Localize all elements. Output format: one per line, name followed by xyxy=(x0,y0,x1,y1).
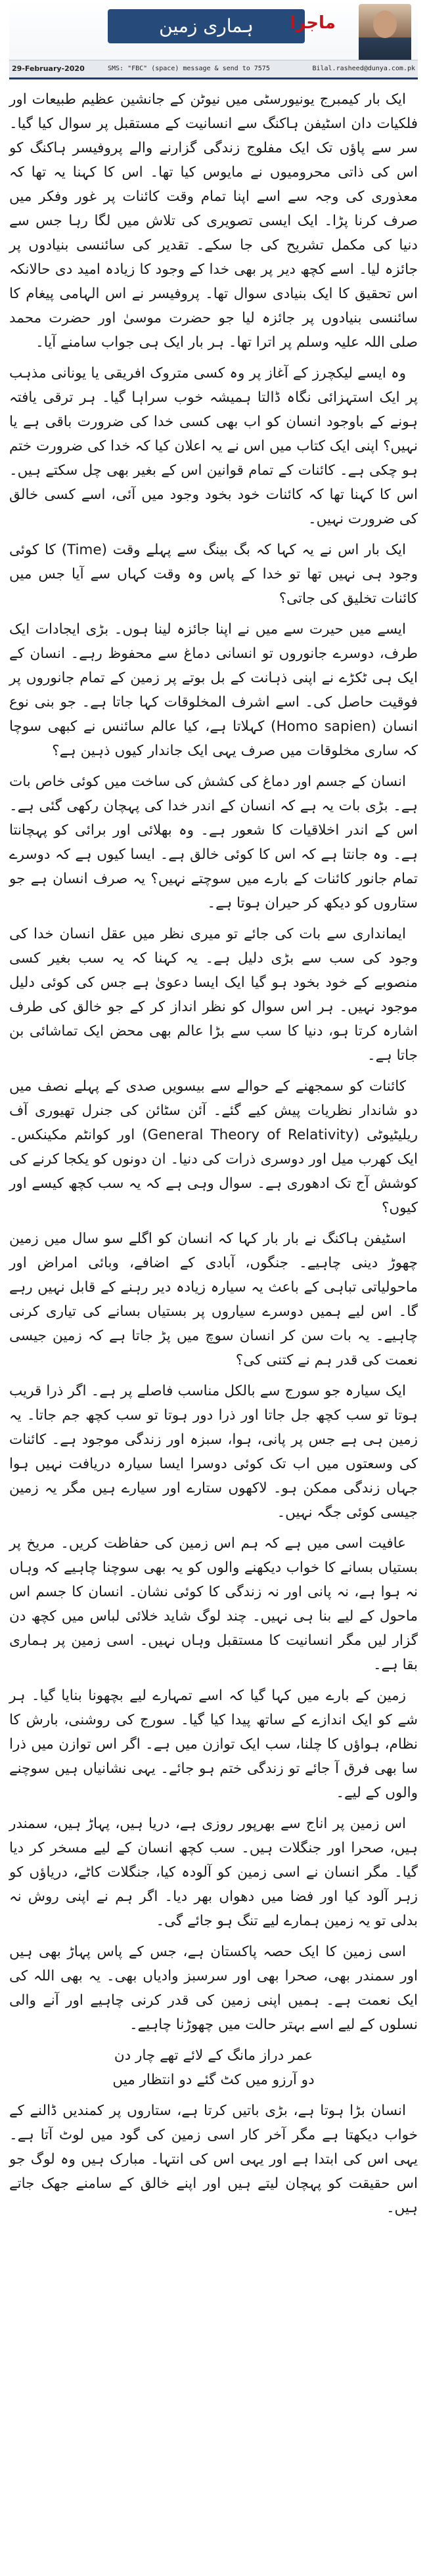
article-body xyxy=(9,79,418,2220)
author-photo-icon xyxy=(359,4,411,64)
column-title: ہماری زمین xyxy=(108,9,305,43)
article-paragraph: انسان بڑا ہوتا ہے، بڑی باتیں کرتا ہے، ستاروں پر کمندیں ڈالنے کے خواب دیکھتا ہے مگر آخر کار اسی زمین کی گود میں لوٹ آتا ہے۔ یہی اس کی ابتدا ہے اور یہی اس کی انتہا۔ مبارک ہیں وہ لوگ جو اس حقیقت کو پہچان لیتے ہیں اور اپنے خالق کے سامنے جھک جاتے ہیں۔ xyxy=(9,2103,418,2216)
article-paragraph: ایمانداری سے بات کی جائے تو میری نظر میں عقل انسان خدا کی وجود کی سب سے بڑی دلیل ہے۔ یہ کہنا کہ یہ سب بغیر کسی منصوبے کے خود بخود ہو گیا ایک ایسا دعویٰ ہے جس کی کوئی دلیل موجود نہیں۔ ہر اس سوال کو نظر انداز کر کے جو خالق کی طرف اشارہ کرتا ہو، دنیا کا سب سے بڑا عالم بھی محض ایک تماشائی بن جاتا ہے۔ xyxy=(9,926,418,1064)
article-paragraph: انسان کے جسم اور دماغ کی کشش کی ساخت میں کوئی خاص بات ہے۔ بڑی بات یہ ہے کہ انسان کے اندر خدا کی پہچان رکھی گئی ہے۔ اس کے اندر اخلاقیات کا شعور ہے۔ وہ بھلائی اور برائی کو پہچانتا ہے۔ وہ جانتا ہے کہ اس کا کوئی خالق ہے۔ ایسا کیوں ہے کہ دوسرے تمام جانور کائنات کے بارے میں سوچتے نہیں؟ یہ صرف انسان ہے جو ستاروں کو دیکھ کر حیران ہوتا ہے۔ xyxy=(9,774,418,911)
article-paragraph: وہ ایسے لیکچرز کے آغاز پر وہ کسی متروک افریقی یا یونانی مذہب پر ایک استہزائی نگاہ ڈالتا ہمیشہ خوب سراہا گیا۔ ہر ترقی یافتہ ہونے کے باوجود انسان کو اب بھی کسی خدا کی ضرورت باقی ہے یا نہیں؟ اپنی ایک کتاب میں اس نے یہ اعلان کیا کہ خدا کی ضرورت ختم ہو چکی ہے۔ کائنات کے تمام قوانین اس کے بغیر بھی چل سکتے ہیں۔ اس کا کہنا تھا کہ کائنات خود بخود وجود میں آئی، اسے کسی خالق کی ضرورت نہیں۔ xyxy=(9,365,418,527)
article-paragraph: اسٹیفن ہاکنگ نے بار بار کہا کہ انسان کو اگلے سو سال میں زمین چھوڑ دینی چاہیے۔ جنگوں، آبادی کے اضافے، وبائی امراض اور ماحولیاتی تباہی کے باعث یہ سیارہ زیادہ دیر رہنے کے قابل نہیں رہے گا۔ اس لیے ہمیں دوسرے سیاروں پر بستیاں بسانے کی تیاری کرنی چاہیے۔ یہ بات سن کر انسان سوچ میں پڑ جاتا ہے کہ زمین جیسی نعمت کی قدر ہم نے کتنی کی؟ xyxy=(9,1231,418,1368)
article-paragraph: ایک سیارہ جو سورج سے بالکل مناسب فاصلے پر ہے۔ اگر ذرا قریب ہوتا تو سب کچھ جل جاتا اور ذرا دور ہوتا تو سب کچھ جم جاتا۔ یہ زمین ہی ہے جس پر پانی، ہوا، سبزہ اور زندگی موجود ہے۔ کائنات کی وسعتوں میں اب تک کوئی دوسرا ایسا سیارہ دریافت نہیں ہوا جہاں زندگی ممکن ہو۔ لاکھوں ستارے اور سیارے ہیں مگر یہ زمین جیسی کوئی جگہ نہیں۔ xyxy=(9,1383,418,1521)
author-name: ماجرا xyxy=(290,13,336,33)
article-paragraph: ایسے میں حیرت سے میں نے اپنا جائزہ لینا ہوں۔ بڑی ایجادات ایک طرف، دوسرے جانوروں تو انسانی دماغ سے محفوظ رہے۔ انسان کے ایک ہی ٹکڑے نے اپنی ذہانت کے بل بوتے پر زمین کے تمام جانوروں پر فوقیت حاصل کی۔ اسے اشرف المخلوقات کہا جاتا ہے۔ جو بنی نوع انسان (Homo sapien) کہلاتا ہے، کیا عالم سائنس نے کبھی سوچا کہ ساری مخلوقات میں صرف یہی ایک جاندار کیوں ذہین ہے؟ xyxy=(9,621,418,759)
publish-date: 29-February-2020 xyxy=(12,64,85,73)
article-paragraph: ایک بار اس نے یہ کہا کہ بگ بینگ سے پہلے وقت (Time) کا کوئی وجود ہی نہیں تھا تو خدا کے پاس وہ وقت کہاں سے آیا جس میں کائنات تخلیق کی جاتی؟ xyxy=(9,542,418,607)
article-paragraph: زمین کے بارے میں کہا گیا کہ اسے تمہارے لیے بچھونا بنایا گیا۔ ہر شے کو ایک اندازے کے ساتھ پیدا کیا گیا۔ سورج کی روشنی، بارش کا نظام، ہواؤں کا چلنا، سب ایک توازن میں ہے۔ اگر اس توازن میں ذرا سا بھی فرق آ جائے تو زندگی ختم ہو جائے۔ یہی نشانیاں ہیں سوچنے والوں کے لیے۔ xyxy=(9,1688,418,1801)
article-paragraph: کائنات کو سمجھنے کے حوالے سے بیسویں صدی کے پہلے نصف میں دو شاندار نظریات پیش کیے گئے۔ آئن سٹائن کی جنرل تھیوری آف ریلیٹیوٹی (General Theory of Relativity) اور کوانٹم مکینکس۔ ایک کھرب میل اور دوسری ذرات کی دنیا۔ ان دونوں کو یکجا کرنے کی کوشش آج تک ادھوری ہے۔ سوال وہی ہے کہ یہ سب کچھ کیسے اور کیوں؟ xyxy=(9,1078,418,1216)
date-strip xyxy=(9,60,418,77)
author-email[interactable]: Bilal.rasheed@dunya.com.pk xyxy=(312,65,415,72)
column-header xyxy=(9,0,418,79)
article-paragraph: عافیت اسی میں ہے کہ ہم اس زمین کی حفاظت کریں۔ مریخ پر بستیاں بسانے کا خواب دیکھنے والوں کو یہ بھی سوچنا چاہیے کہ وہاں نہ ہوا ہے، نہ پانی اور نہ زندگی کا کوئی نشان۔ انسان کا جسم اس ماحول کے لیے بنا ہی نہیں۔ چند لوگ شاید خلائی لباس میں کچھ دن گزار لیں مگر انسانیت کا مستقبل وہاں نہیں۔ اسی زمین پر ہماری بقا ہے۔ xyxy=(9,1535,418,1673)
article-paragraph: اسی زمین کا ایک حصہ پاکستان ہے، جس کے پاس پہاڑ بھی ہیں اور سمندر بھی، صحرا بھی اور سرسبز وادیاں بھی۔ یہ بھی اللہ کی ایک نعمت ہے۔ ہمیں اپنی زمین کی قدر کرنی چاہیے اور آنے والی نسلوں کے لیے اسے بہتر حالت میں چھوڑنا چاہیے۔ xyxy=(9,1944,418,2033)
article-paragraph: ایک بار کیمبرج یونیورسٹی میں نیوٹن کے جانشین عظیم طبیعات اور فلکیات دان اسٹیفن ہاکنگ سے انسانیت کے مستقبل پر سوال کیا گیا۔ سر سے پاؤں تک ایک مفلوج زندگی گزارنے والے پروفیسر ہاکنگ کو اس کی ذاتی محرومیوں نے مایوس کیا تھا۔ اس کا کہنا یہ تھا کہ معذوری کی وجہ سے اسے اپنا تمام وقت کائنات پر غور وفکر میں صرف کرنا پڑا۔ ایک ایسی تصویری کی تلاش میں لگا رہا جس سے دنیا کی مکمل تشریح کی جا سکے۔ تقدیر کی سائنسی بنیادوں پر جائزہ لیا۔ اسے کچھ دیر پر بھی خدا کے وجود کا زیادہ امید دی حالانکہ اس تحقیق کا ایک بنیادی سوال تھا۔ پروفیسر نے اس الہامی پیغام کا سائنسی بنیادوں پر جائزہ لیا جو حضرت موسیٰ اور حضرت محمد صلی اللہ علیہ وسلم پر اترا تھا۔ ہر بار ایک ہی جواب سامنے آیا۔ xyxy=(9,91,418,351)
sms-info: SMS: "FBC" (space) message & send to 7575 xyxy=(108,65,270,72)
poetry-couplet: عمر دراز مانگ کے لائے تھے چار دن دو آرزو میں کٹ گئے دو انتظار میں xyxy=(112,2047,315,2088)
article-paragraph: اس زمین پر اناج سے بھرپور روزی ہے، دریا ہیں، پہاڑ ہیں، سمندر ہیں، صحرا اور جنگلات ہیں۔ سب کچھ انسان کے لیے مسخر کر دیا گیا۔ مگر انسان نے اسی زمین کو آلودہ کیا، جنگلات کاٹے، دریاؤں کو زہر آلود کیا اور فضا میں دھواں بھر دیا۔ اگر ہم نے اپنی روش نہ بدلی تو یہ زمین ہمارے لیے تنگ ہو جائے گی۔ xyxy=(9,1816,418,1929)
